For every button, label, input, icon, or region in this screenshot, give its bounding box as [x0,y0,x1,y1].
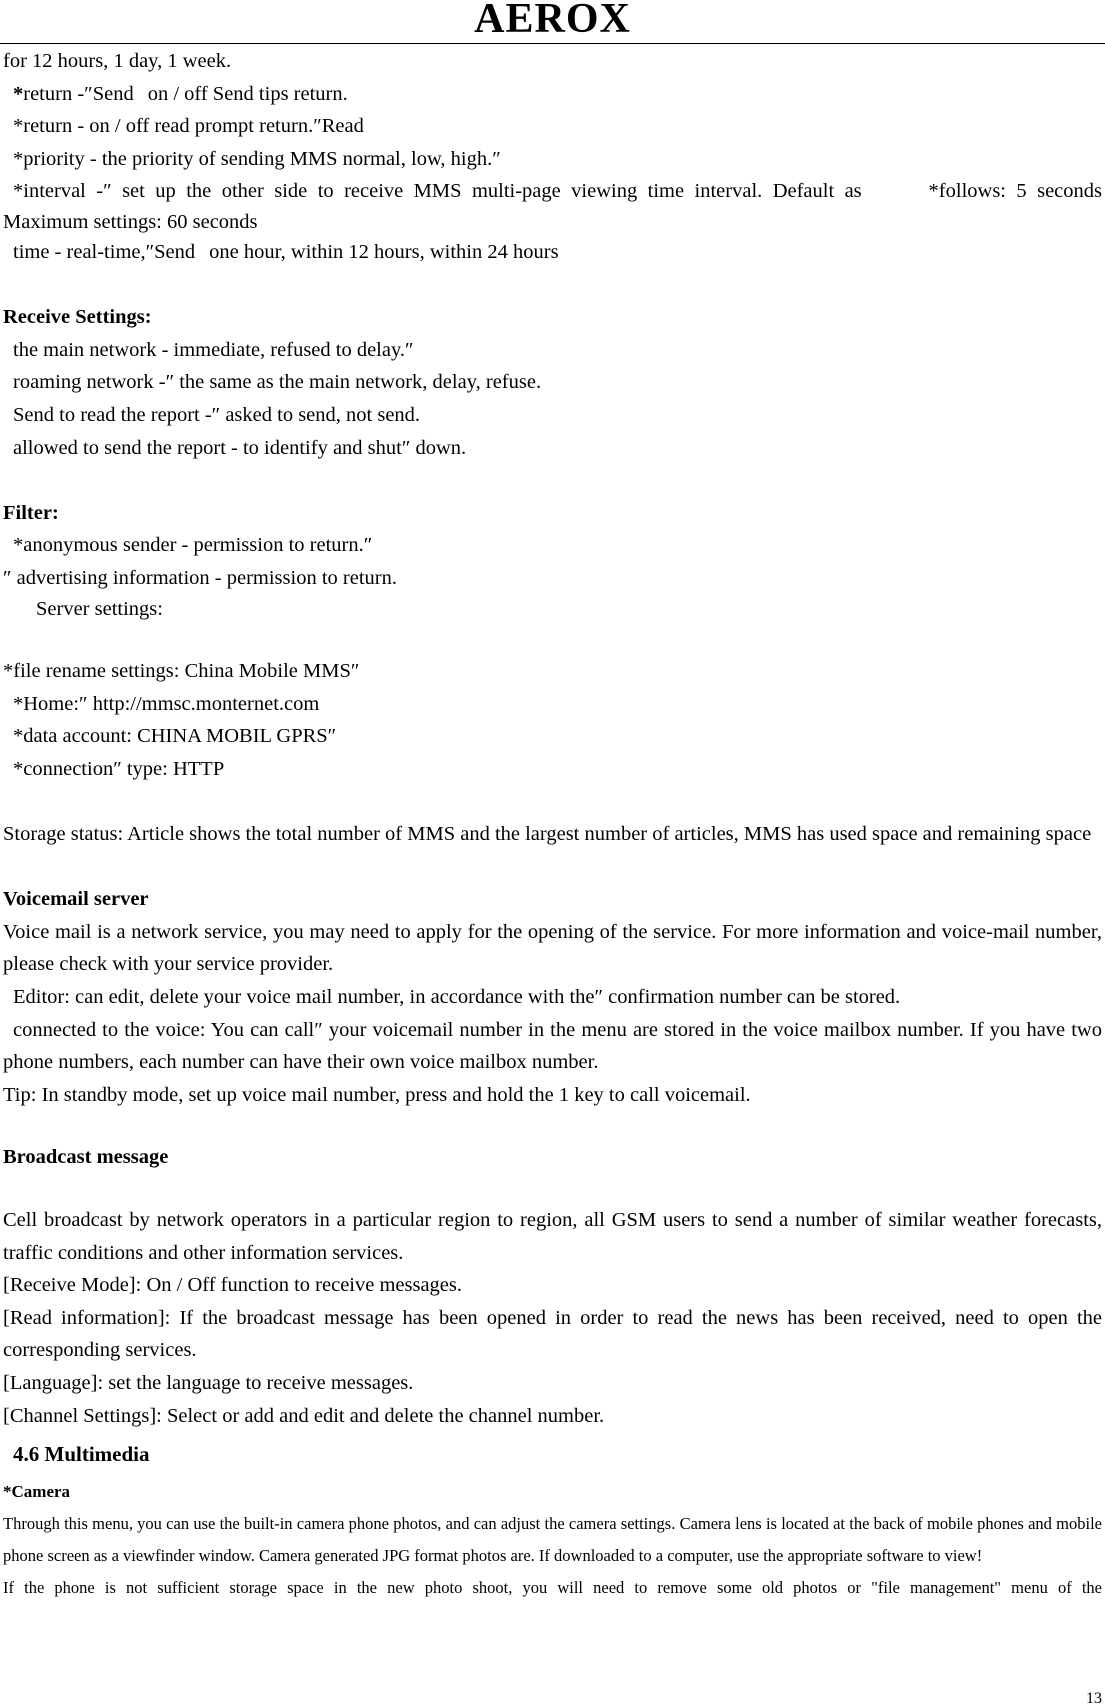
list-item: roaming network -″ the same as the main network, delay, refuse. [13,371,542,394]
storage-paragraph: Storage status: Article shows the total number of MMS and the largest number of articles, MMS has used space and remaining space [3,823,1092,846]
text-fragment: one hour, within 12 hours, within 24 hours [209,240,559,263]
list-item: [Receive Mode]: On / Off function to receive messages. [3,1274,463,1297]
text-line: *return - on / off read prompt return.″Read [13,115,364,138]
text-line: *priority - the priority of sending MMS normal, low, high.″ [13,147,501,170]
list-item: ″ advertising information - permission to return. [3,566,397,589]
paragraph: connected to the voice: You can call″ your voicemail number in the menu are stored in the voice mailbox number. If you have two phone numbers, each number can have their own voice mailbox number. [3,1018,1102,1074]
text-line [3,175,1102,208]
section-heading-multimedia: 4.6 Multimedia [13,1442,150,1467]
paragraph: Through this menu, you can use the built-in camera phone photos, and can adjust the camera settings. Camera lens is located at the back of mobile phones and mobile phone screen as a viewfinder window. Camera generated JPG format photos are. If downloaded to a computer, use the appropriate software to view! [3,1514,1102,1566]
section-heading-receive: Receive Settings: [3,306,152,329]
brand-title: AEROX [474,0,631,42]
paragraph: Cell broadcast by network operators in a particular region to region, all GSM users to send a number of similar weather forecasts, traffic conditions and other information services. [3,1209,1102,1264]
list-item: [Read information]: If the broadcast message has been opened in order to read the news has been received, need to open the corresponding services. [3,1306,1102,1362]
list-item: allowed to send the report - to identify and shut″ down. [13,436,467,459]
text-fragment: return -″Send [23,82,134,105]
text-line [3,236,1102,269]
list-item: *anonymous sender - permission to return.″ [13,534,373,557]
text-fragment: time - real-time,″Send [13,240,196,263]
text-line: for 12 hours, 1 day, 1 week. [3,50,232,72]
list-item: *data account: CHINA MOBIL GPRS″ [13,725,337,748]
paragraph: Tip: In standby mode, set up voice mail number, press and hold the 1 key to call voicemail. [3,1083,751,1106]
section-heading-broadcast: Broadcast message [3,1146,169,1169]
list-item: Send to read the report -″ asked to send, not send. [13,403,421,426]
list-item: *connection″ type: HTTP [13,757,225,780]
document-body [3,45,1102,1604]
list-item: [Channel Settings]: Select or add and edit and delete the channel number. [3,1404,605,1427]
list-item: *Home:″ http://mmsc.monternet.com [13,692,320,715]
bullet-mark: * [13,82,24,105]
section-heading-filter: Filter: [3,501,59,524]
subsection-heading-camera: *Camera [3,1482,71,1502]
section-heading-voicemail: Voicemail server [3,888,149,911]
text-line [3,78,1102,111]
paragraph: Voice mail is a network service, you may need to apply for the opening of the service. For more information and voice-mail number, please check with your service provider. [3,920,1102,976]
text-line: Maximum settings: 60 seconds [3,210,258,233]
text-fragment: on / off Send tips return. [147,82,348,105]
paragraph: Editor: can edit, delete your voice mail number, in accordance with the″ confirmation number can be stored. [13,986,901,1009]
text-fragment: *follows: 5 seconds [928,180,1103,203]
text-fragment: *interval -″ set up the other side to receive MMS multi-page viewing time interval. Default as [13,180,862,203]
list-item: *file rename settings: China Mobile MMS″ [3,660,360,683]
page-number: 13 [1086,1690,1102,1707]
list-item: [Language]: set the language to receive messages. [3,1371,414,1394]
paragraph: If the phone is not sufficient storage space in the new photo shoot, you will need to remove some old photos or "file management" menu of the [3,1578,1102,1598]
page-header [0,0,1105,44]
subsection-label: Server settings: [36,597,163,620]
list-item: the main network - immediate, refused to delay.″ [13,338,414,361]
